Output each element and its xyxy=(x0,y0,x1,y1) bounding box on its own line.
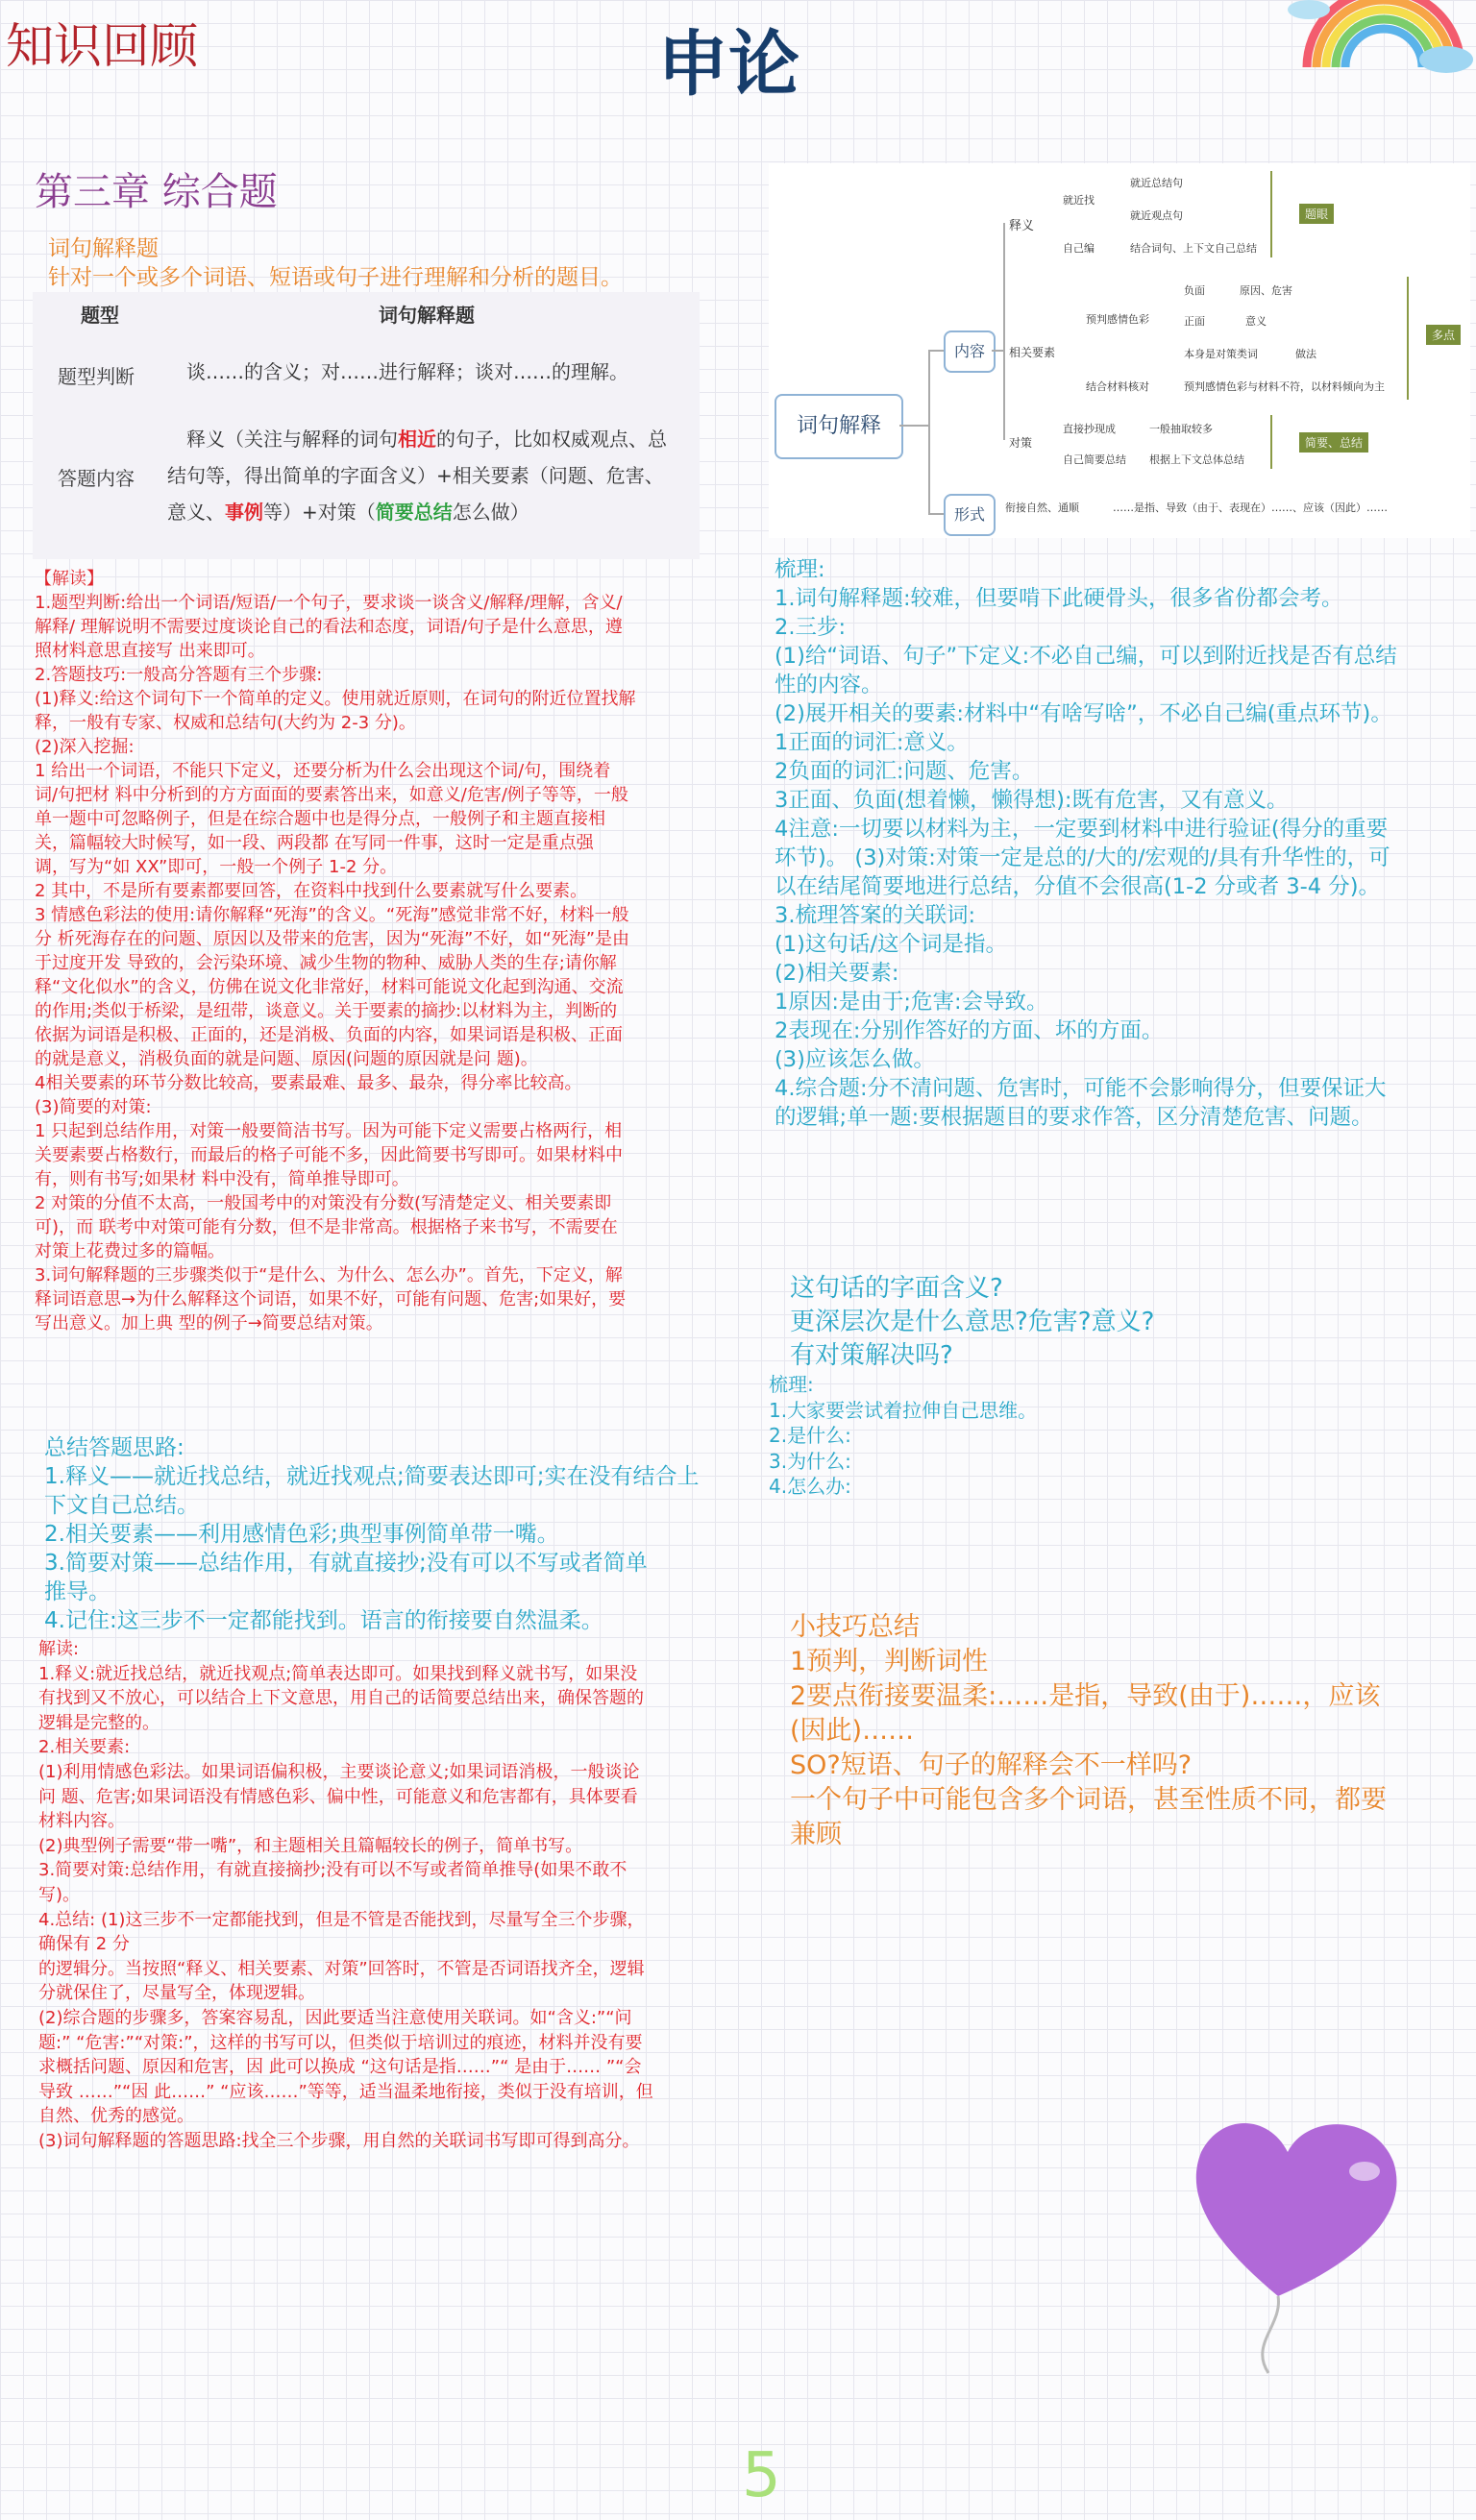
mm-xiangguan: 相关要素 xyxy=(1009,346,1056,359)
row1-value: 谈……的含义；对……进行解释；谈对……的理解。 xyxy=(186,360,628,383)
mm-duice-sub: 本身是对策类词 xyxy=(1184,348,1258,360)
mm-form-b: ……是指、导致（由于、表现在）……、应该（因此）…… xyxy=(1113,502,1388,514)
mm-form-a: 衔接自然、通顺 xyxy=(1005,502,1079,514)
explanation-block: 【解读】 1.题型判断:给出一个词语/短语/一个句子，要求谈一谈含义/解释/理解，含义/ 解释/ 理解说明不需要过度谈论自己的看法和态度，词语/句子是什么意思，遵 照材料意思直接写 出来即可。 2.答题技巧:一般高分答题有三个步骤: (1)释义:给这个词句下一个简单的定义。使用就近原则，在词句的附近位置找解 释，一般有专家、权威和总结句(大约为 2-3 分)。 (2)深入挖掘: 1 给出一个词语，不能只下定义，还要分析为什么会出现这个词/句，围绕着 词/句把材 料中分析到的方方面面的要素答出来，如意义/危害/例子等等，一般 单一题中可忽略例子，但是在综合题中也是得分点，一般例子和主题直接相 关，篇幅较大时候写，如一段、两段都 在写同一件事，这时一定是重点强 调，写为“如 XX”即可，一般一个例子 1-2 分。 2 其中，不是所有要素都要回答，在资料中找到什么要素就写什么要素。 3 情感色彩法的使用:请你解释“死海”的含义。“死海”感觉非常不好，材料一般 分 析死海存在的问题、原因以及带来的危害，因为“死海”不好，如“死海”是由 于过度开发 导致的，会污染环境、减少生物的物种、威胁人类的生存;请你解 释“文化似水”的含义，仿佛在说文化非常好，材料可能说文化起到沟通、交流 的作用;类似于桥梁，是纽带，谈意义。关于要素的摘抄:以材料为主，判断的 依据为词语是积极、正面的，还是消极、负面的内容，如果词语是积极、正面 的就是意义，消极负面的就是问题、原因(问题的原因就是问 题)。 4相关要素的环节分数比较高，要素最难、最多、最杂，得分率比较高。 (3)简要的对策: 1 只起到总结作用，对策一般要简洁书写。因为可能下定义需要占格两行，相 关要素要占格数行，而最后的格子可能不多，因此简要书写即可。如果材料中 有，则有书写;如果材 料中没有，简单推导即可。 2 对策的分值不太高，一般国考中的对策没有分数(写清楚定义、相关要素即 可)，而 联考中对策可能有分数，但不是非常高。根据格子来书写，不需要在 对策上花费过多的篇幅。 3.词句解释题的三步骤类似于“是什么、为什么、怎么办”。首先，下定义，解 释词语意思→为什么解释这个词语，如果不好，可能有问题、危害;如果好，要 写出意义。加上典 型的例子→简要总结对策。 xyxy=(35,569,636,1333)
top-left-title: 知识回顾 xyxy=(6,18,198,74)
mm-zijixia: 自己编 xyxy=(1063,242,1095,255)
mindmap-branch-content: 内容 xyxy=(944,330,996,373)
mm-zhijie: 直接抄现成 xyxy=(1063,423,1116,435)
summary-block: 总结答题思路: 1.释义——就近找总结，就近找观点;简要表达即可;实在没有结合上 下文自己总结。 2.相关要素——利用感情色彩;典型事例简单带一嘴。 3.简要对策——总结作用，有就直接抄;没有可以不写或者简单 推导。 4.记住:这三步不一定都能找到。语言的衔接要自然温柔。 xyxy=(44,1435,700,1633)
mm-jinjin-item1: 就近总结句 xyxy=(1130,177,1183,189)
mm-duice: 对策 xyxy=(1009,436,1033,450)
mm-jiehe: 结合材料核对 xyxy=(1086,380,1149,393)
mm-shiyi: 释义 xyxy=(1009,219,1035,233)
mm-tag-duice: 简要、总结 xyxy=(1299,432,1368,453)
mm-qinggan: 预判感情色彩 xyxy=(1086,313,1149,326)
question-type-table xyxy=(33,292,700,559)
mm-zijijian-item: 根据上下文总体总结 xyxy=(1149,453,1244,466)
bottom-explanation-block: 解读: 1.释义:就近找总结，就近找观点;简单表达即可。如果找到释义就书写，如果没 有找到又不放心，可以结合上下文意思，用自己的话简要总结出来，确保答题的 逻辑是完整的。 2.相关要素: (1)利用情感色彩法。如果词语偏积极，主要谈论意义;如果词语消极，一般谈论 问 题、危害;如果词语没有情感色彩、偏中性，可能意义和危害都有，具体要看 材料内容。 (2)典型例子需要“带一嘴”，和主题相关且篇幅较长的例子，简单书写。 3.简要对策:总结作用，有就直接摘抄;没有可以不写或者简单推导(如果不敢不 写)。 4.总结: (1)这三步不一定都能找到，但是不管是否能找到，尽量写全三个步骤， 确保有 2 分 的逻辑分。当按照“释义、相关要素、对策”回答时，不管是否词语找齐全，逻辑 分就保住了，尽量写全，体现逻辑。 (2)综合题的步骤多，答案容易乱，因此要适当注意使用关联词。如“含义:”“问 题:” “危害:”“对策:”，这样的书写可以，但类似于培训过的痕迹，材料并没有要 求概括问题、原因和危害，因 此可以换成 “这句话是指……”“ 是由于…… ”“会 导致 ……”“因 此……” “应该……”等等，适当温柔地衔接，类似于没有培训，但 自然、优秀的感觉。 (3)词句解释题的答题思路:找全三个步骤，用自然的关联词书写即可得到高分。 xyxy=(38,1639,653,2151)
chapter-definition: 针对一个或多个词语、短语或句子进行理解和分析的题目。 xyxy=(48,265,623,290)
rainbow-icon xyxy=(1288,0,1476,77)
page-number: 5 xyxy=(742,2440,781,2511)
chapter-subtitle: 词句解释题 xyxy=(48,236,159,261)
chapter-title: 第三章 综合题 xyxy=(35,170,278,214)
mind-map xyxy=(769,163,1470,538)
mm-jinjinzhao: 就近找 xyxy=(1063,194,1095,207)
mm-fumian-item: 原因、危害 xyxy=(1240,284,1292,297)
table-row xyxy=(33,361,700,400)
mm-zhengmian: 正面 xyxy=(1184,315,1205,328)
mm-zijijian: 自己简要总结 xyxy=(1063,453,1126,466)
heart-balloon-icon xyxy=(1163,2094,1422,2383)
mm-zijixia-item: 结合词句、上下文自己总结 xyxy=(1130,242,1257,255)
row1-label: 题型判断 xyxy=(58,365,135,388)
mm-jiehe-item: 预判感情色彩与材料不符，以材料倾向为主 xyxy=(1184,380,1385,393)
table-header-col1: 题型 xyxy=(81,304,119,327)
tips-block: 小技巧总结 1预判，判断词性 2要点衔接要温柔:……是指，导致(由于)……，应该 (因此)…… SO?短语、句子的解释会不一样吗? 一个句子中可能包含多个词语，甚至性质不同，都要 兼顾 xyxy=(790,1612,1387,1849)
mm-duice-sub-item: 做法 xyxy=(1295,348,1316,360)
main-title: 申论 xyxy=(657,23,800,106)
mm-tag-xiangguan: 多点 xyxy=(1426,325,1461,345)
tidy-block: 梳理: 1.词句解释题:较难，但要啃下此硬骨头，很多省份都会考。 2.三步: (1)给“词语、句子”下定义:不必自己编，可以到附近找是否有总结 性的内容。 (2)展开相关的要素:材料中“有啥写啥”，不必自己编(重点环节)。 1正面的词汇:意义。 2负面的词汇:问题、危害。 3正面、负面(想着懒，懒得想):既有危害，又有意义。 4注意:一切要以材料为主，一定要到材料中进行验证(得分的重要 环节)。 (3)对策:对策一定是总的/大的/宏观的/具有升华性的，可 以在结尾简要地进行总结，分值不会很高(1-2 分或者 3-4 分)。 3.梳理答案的关联词: (1)这句话/这个词是指。 (2)相关要素: 1原因:是由于;危害:会导致。 2表现在:分别作答好的方面、坏的方面。 (3)应该怎么做。 4.综合题:分不清问题、危害时，可能不会影响得分，但要保证大 的逻辑;单一题:要根据题目的要求作答，区分清楚危害、问题。 xyxy=(775,557,1397,1130)
mm-zhengmian-item: 意义 xyxy=(1245,315,1267,328)
mindmap-root: 词句解释 xyxy=(775,394,903,459)
row2-value: 释义（关注与解释的词句相近的句子，比如权威观点、总 结句等，得出简单的字面含义）+相关要素（问题、危害、 意义、事例等）+对策（简要总结怎么做） xyxy=(167,428,667,524)
questions-block: 这句话的字面含义? 更深层次是什么意思?危害?意义? 有对策解决吗? xyxy=(790,1274,1155,1370)
mm-zhijie-item: 一般抽取较多 xyxy=(1149,423,1213,435)
mm-tag-shiyi: 题眼 xyxy=(1299,204,1334,224)
table-row xyxy=(33,421,700,546)
row2-label: 答题内容 xyxy=(58,467,135,490)
mm-jinjin-item2: 就近观点句 xyxy=(1130,209,1183,222)
mindmap-branch-form: 形式 xyxy=(944,494,996,536)
tidy2-block: 梳理: 1.大家要尝试着拉伸自己思维。 2.是什么: 3.为什么: 4.怎么办: xyxy=(769,1373,1038,1498)
table-header-col2: 词句解释题 xyxy=(379,304,475,327)
table-header-row xyxy=(33,300,700,338)
mm-fumian: 负面 xyxy=(1184,284,1205,297)
